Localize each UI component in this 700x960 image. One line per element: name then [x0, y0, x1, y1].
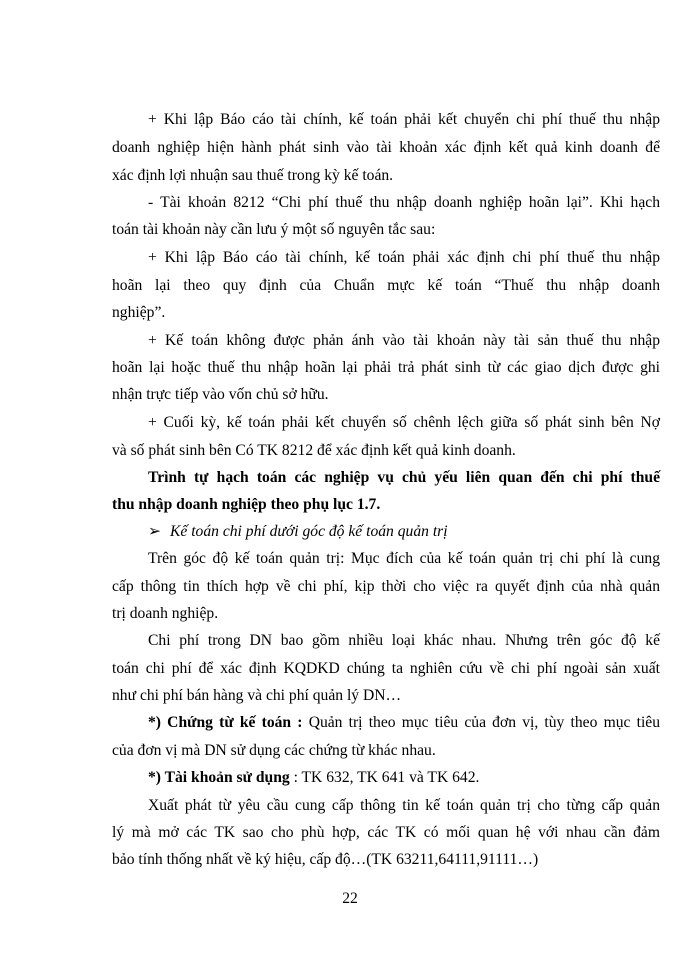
text-line: như chi phí bán hàng và chi phí quản lý DN…: [112, 687, 402, 704]
text-line: trị doanh nghiệp.: [112, 605, 219, 622]
bold-label: *) Tài khoản sử dụng: [148, 769, 290, 786]
arrow-bullet-icon: ➢: [148, 523, 162, 540]
text-line: + Cuối kỳ, kế toán phải kết chuyển số chênh lệch giữa số phát sinh bên Nợ: [148, 414, 660, 431]
bold-heading-line: Trình tự hạch toán các nghiệp vụ chủ yếu liên quan đến chi phí thuế: [148, 469, 660, 486]
text-line: và số phát sinh bên Có TK 8212 để xác định kết quả kinh doanh.: [112, 442, 516, 459]
text-line: + Khi lập Báo cáo tài chính, kế toán phải xác định chi phí thuế thu nhập: [148, 249, 660, 266]
text-line: [148, 713, 660, 733]
section-subheading: [148, 522, 660, 542]
subheading-text: Kế toán chi phí dưới góc độ kế toán quản trị: [170, 523, 448, 540]
text-line: [148, 768, 660, 788]
text-line: toán chi phí để xác định KQDKD chúng ta nghiên cứu về chi phí ngoài sản xuất: [112, 660, 660, 677]
text-line: + Kế toán không được phản ánh vào tài khoản này tài sản thuế thu nhập: [148, 332, 660, 349]
text-line: + Khi lập Báo cáo tài chính, kế toán phải kết chuyển chi phí thuế thu nhập: [148, 111, 660, 128]
text-line: xác định lợi nhuận sau thuế trong kỳ kế toán.: [112, 167, 394, 184]
text-line: hoãn lại theo quy định của Chuẩn mực kế toán “Thuế thu nhập doanh: [112, 277, 660, 294]
page-number: 22: [342, 890, 358, 907]
text-line: toán tài khoản này cần lưu ý một số nguyên tắc sau:: [112, 221, 436, 238]
text-line: Trên góc độ kế toán quản trị: Mục đích của kế toán quản trị chi phí là cung: [148, 550, 660, 567]
text-line: nghiệp”.: [112, 304, 166, 321]
text-line: của đơn vị mà DN sử dụng các chứng từ khác nhau.: [112, 742, 436, 759]
text-line: lý mà mở các TK sao cho phù hợp, các TK có mối quan hệ với nhau cần đảm: [112, 824, 660, 841]
bold-label: *) Chứng từ kế toán :: [148, 714, 303, 731]
text-line: doanh nghiệp hiện hành phát sinh vào tài khoản xác định kết quả kinh doanh để: [112, 139, 660, 156]
text-line: Chi phí trong DN bao gồm nhiều loại khác nhau. Nhưng trên góc độ kế: [148, 632, 660, 649]
text-line: bảo tính thống nhất về ký hiệu, cấp độ…(TK 63211,64111,91111…): [112, 851, 539, 868]
text-line: Xuất phát từ yêu cầu cung cấp thông tin kế toán quản trị cho từng cấp quản: [148, 797, 660, 814]
bold-heading-line: thu nhập doanh nghiệp theo phụ lục 1.7.: [112, 496, 381, 513]
text-line: hoãn lại hoặc thuế thu nhập hoãn lại phải trả phát sinh từ các giao dịch được ghi: [112, 359, 660, 376]
line-text: Quản trị theo mục tiêu của đơn vị, tùy theo mục tiêu: [302, 714, 660, 731]
line-text: : TK 632, TK 641 và TK 642.: [289, 769, 480, 786]
text-line: nhận trực tiếp vào vốn chủ sở hữu.: [112, 386, 329, 403]
text-line: - Tài khoản 8212 “Chi phí thuế thu nhập doanh nghiệp hoãn lại”. Khi hạch: [148, 194, 660, 211]
text-line: cấp thông tin thích hợp về chi phí, kịp thời cho việc ra quyết định của nhà quản: [112, 578, 660, 595]
